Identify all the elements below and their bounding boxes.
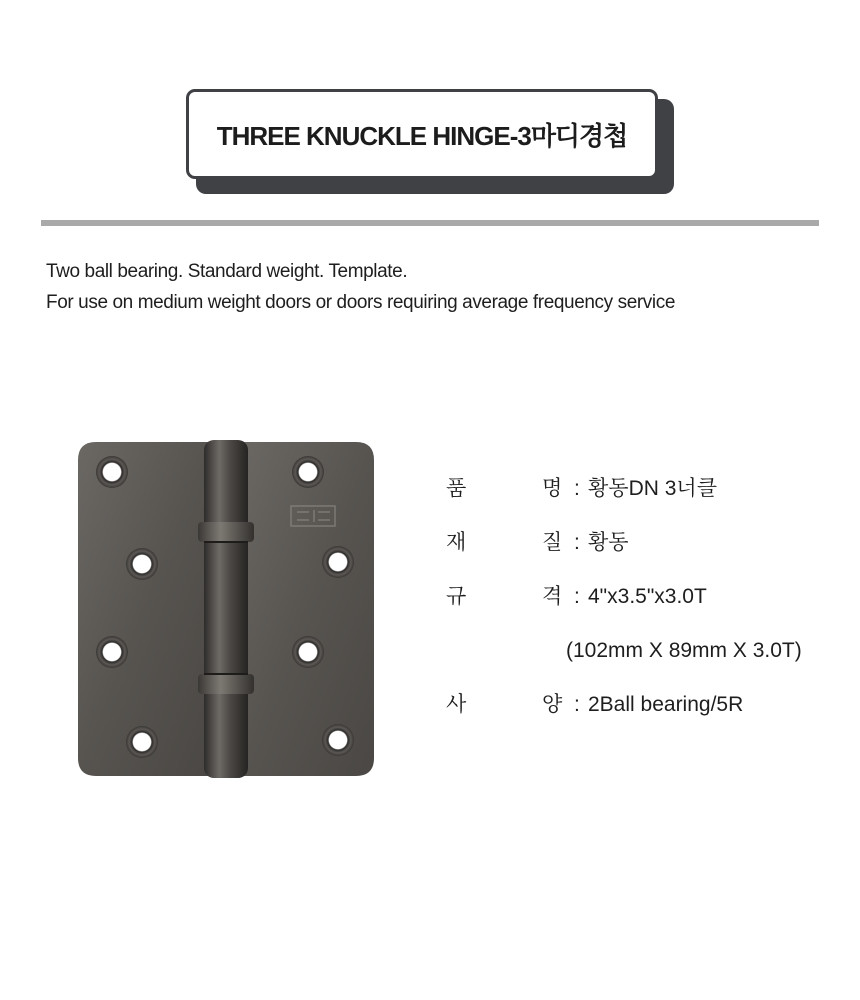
section-divider — [41, 220, 819, 226]
spec-value-size-mm: (102mm X 89mm X 3.0T) — [566, 639, 802, 662]
page-title: THREE KNUCKLE HINGE-3마디경첩 — [216, 120, 628, 151]
screw-hole — [96, 456, 128, 488]
spec-label-a: 사 — [446, 693, 467, 716]
spec-colon: : — [574, 585, 580, 608]
hinge-barrel — [204, 440, 248, 778]
spec-label-b: 격 — [542, 585, 563, 608]
hinge-left-leaf — [78, 442, 212, 776]
spec-label-a: 규 — [446, 585, 467, 608]
screw-hole — [126, 726, 158, 758]
hinge-product-image — [78, 438, 374, 780]
screw-hole — [292, 636, 324, 668]
spec-value-material: 황동 — [588, 531, 629, 554]
spec-value-name: 황동DN 3너클 — [588, 477, 717, 500]
spec-label-a: 재 — [446, 531, 467, 554]
screw-hole — [322, 724, 354, 756]
spec-colon: : — [574, 477, 580, 500]
spec-value-size: 4"x3.5"x3.0T — [588, 585, 707, 608]
spec-colon: : — [574, 531, 580, 554]
product-description — [46, 256, 836, 318]
spec-label-b: 질 — [542, 531, 563, 554]
hinge-knuckle-ring-bottom — [198, 674, 254, 694]
screw-hole — [292, 456, 324, 488]
hinge-right-leaf — [240, 442, 374, 776]
screw-hole — [322, 546, 354, 578]
description-line-2: For use on medium weight doors or doors requiring average frequency service — [46, 292, 675, 313]
spec-label-b: 양 — [542, 693, 563, 716]
spec-value-spec: 2Ball bearing/5R — [588, 693, 744, 716]
spec-colon: : — [574, 693, 580, 716]
screw-hole — [96, 636, 128, 668]
spec-label-b: 명 — [542, 477, 563, 500]
spec-label-a: 품 — [446, 477, 467, 500]
screw-hole — [126, 548, 158, 580]
hinge-knuckle-ring-top — [198, 522, 254, 542]
title-box — [186, 89, 658, 179]
description-line-1: Two ball bearing. Standard weight. Template. — [46, 261, 408, 282]
